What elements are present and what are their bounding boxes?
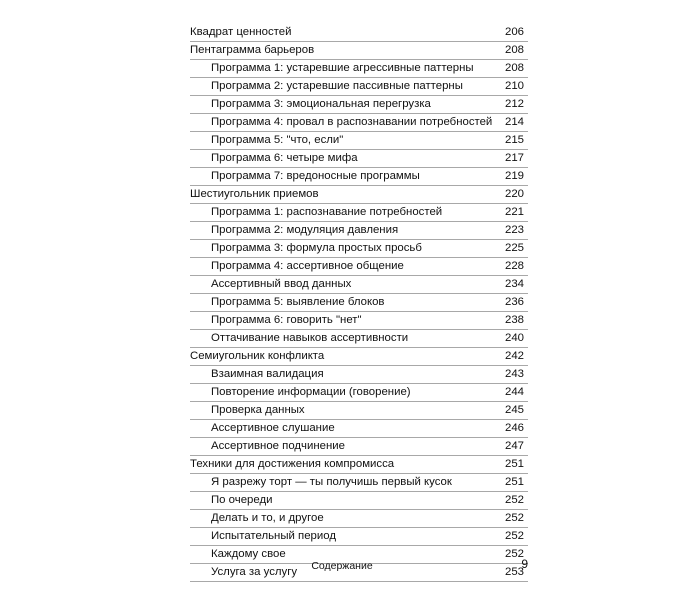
toc-entry-title: Проверка данных: [211, 404, 305, 416]
toc-entry-page-number: 252: [504, 494, 524, 506]
toc-subsection-entry: [190, 528, 528, 546]
toc-entry-title: Повторение информации (говорение): [211, 386, 411, 398]
toc-entry-title: Взаимная валидация: [211, 368, 324, 380]
toc-entry-title: Программа 6: четыре мифа: [211, 152, 358, 164]
toc-entry-title: Программа 4: провал в распознавании потребностей: [211, 116, 493, 128]
toc-entry-title: Программа 4: ассертивное общение: [211, 260, 404, 272]
toc-entry-page-number: 234: [504, 278, 524, 290]
toc-entry-page-number: 245: [504, 404, 524, 416]
toc-subsection-entry: [190, 132, 528, 150]
toc-entry-title: Испытательный период: [211, 530, 336, 542]
toc-entry-title: Программа 1: устаревшие агрессивные паттерны: [211, 62, 474, 74]
toc-entry-page-number: 252: [504, 512, 524, 524]
toc-entry-page-number: 242: [504, 350, 524, 362]
toc-entry-title: Оттачивание навыков ассертивности: [211, 332, 409, 344]
table-of-contents: [190, 24, 528, 582]
toc-entry-page-number: 246: [504, 422, 524, 434]
toc-entry-title: Программа 5: "что, если": [211, 134, 344, 146]
toc-section-entry: [190, 24, 528, 42]
toc-entry-title: Программа 2: устаревшие пассивные паттерны: [211, 80, 463, 92]
toc-entry-page-number: 217: [504, 152, 524, 164]
toc-entry-title: Программа 3: эмоциональная перегрузка: [211, 98, 431, 110]
running-footer-label: Содержание: [311, 560, 373, 572]
toc-entry-title: Программа 7: вредоносные программы: [211, 170, 420, 182]
toc-entry-page-number: 253: [504, 566, 524, 578]
toc-entry-title: Программа 2: модуляция давления: [211, 224, 399, 236]
toc-entry-title: Программа 6: говорить "нет": [211, 314, 362, 326]
toc-entry-title: Квадрат ценностей: [190, 26, 292, 38]
toc-entry-page-number: 215: [504, 134, 524, 146]
toc-section-entry: [190, 348, 528, 366]
toc-subsection-entry: [190, 150, 528, 168]
toc-entry-title: Семиугольник конфликта: [190, 350, 325, 362]
toc-subsection-entry: [190, 312, 528, 330]
toc-entry-title: Каждому свое: [211, 548, 286, 560]
toc-subsection-entry: [190, 330, 528, 348]
toc-subsection-entry: [190, 384, 528, 402]
toc-entry-title: Программа 1: распознавание потребностей: [211, 206, 443, 218]
toc-entry-title: Услуга за услугу: [211, 566, 298, 578]
toc-subsection-entry: [190, 78, 528, 96]
toc-entry-title: Шестиугольник приемов: [190, 188, 319, 200]
toc-entry-page-number: 243: [504, 368, 524, 380]
toc-subsection-entry: [190, 204, 528, 222]
toc-entry-title: Ассертивный ввод данных: [211, 278, 352, 290]
toc-entry-title: Техники для достижения компромисса: [190, 458, 395, 470]
toc-entry-title: Ассертивное подчинение: [211, 440, 345, 452]
toc-subsection-entry: [190, 420, 528, 438]
toc-entry-page-number: 221: [504, 206, 524, 218]
toc-entry-page-number: 240: [504, 332, 524, 344]
toc-entry-page-number: 225: [504, 242, 524, 254]
toc-subsection-entry: [190, 402, 528, 420]
toc-entry-title: Делать и то, и другое: [211, 512, 324, 524]
toc-entry-page-number: 214: [504, 116, 524, 128]
toc-subsection-entry: [190, 258, 528, 276]
toc-entry-page-number: 223: [504, 224, 524, 236]
toc-subsection-entry: [190, 492, 528, 510]
toc-subsection-entry: [190, 96, 528, 114]
toc-entry-page-number: 244: [504, 386, 524, 398]
toc-entry-page-number: 247: [504, 440, 524, 452]
toc-entry-title: Пентаграмма барьеров: [190, 44, 315, 56]
toc-subsection-entry: [190, 474, 528, 492]
toc-subsection-entry: [190, 60, 528, 78]
toc-entry-page-number: 210: [504, 80, 524, 92]
toc-subsection-entry: [190, 240, 528, 258]
toc-subsection-entry: [190, 276, 528, 294]
toc-entry-title: Программа 3: формула простых просьб: [211, 242, 422, 254]
toc-entry-page-number: 228: [504, 260, 524, 272]
toc-entry-title: По очереди: [211, 494, 273, 506]
toc-subsection-entry: [190, 222, 528, 240]
toc-entry-page-number: 251: [504, 476, 524, 488]
toc-entry-page-number: 252: [504, 548, 524, 560]
toc-entry-page-number: 219: [504, 170, 524, 182]
toc-subsection-entry: [190, 510, 528, 528]
toc-subsection-entry: [190, 366, 528, 384]
toc-subsection-entry: [190, 168, 528, 186]
toc-entry-page-number: 208: [504, 44, 524, 56]
toc-entry-page-number: 236: [504, 296, 524, 308]
toc-entry-page-number: 208: [504, 62, 524, 74]
toc-subsection-entry: [190, 438, 528, 456]
toc-entry-page-number: 220: [504, 188, 524, 200]
toc-entry-title: Программа 5: выявление блоков: [211, 296, 385, 308]
toc-section-entry: [190, 42, 528, 60]
toc-entry-page-number: 251: [504, 458, 524, 470]
toc-subsection-entry: [190, 114, 528, 132]
toc-subsection-entry: [190, 294, 528, 312]
toc-entry-page-number: 238: [504, 314, 524, 326]
toc-section-entry: [190, 456, 528, 474]
page-number: 9: [521, 557, 528, 571]
toc-entry-page-number: 212: [504, 98, 524, 110]
toc-section-entry: [190, 186, 528, 204]
toc-entry-page-number: 206: [504, 26, 524, 38]
toc-entry-title: Я разрежу торт — ты получишь первый кусок: [211, 476, 452, 488]
toc-entry-title: Ассертивное слушание: [211, 422, 335, 434]
toc-entry-page-number: 252: [504, 530, 524, 542]
